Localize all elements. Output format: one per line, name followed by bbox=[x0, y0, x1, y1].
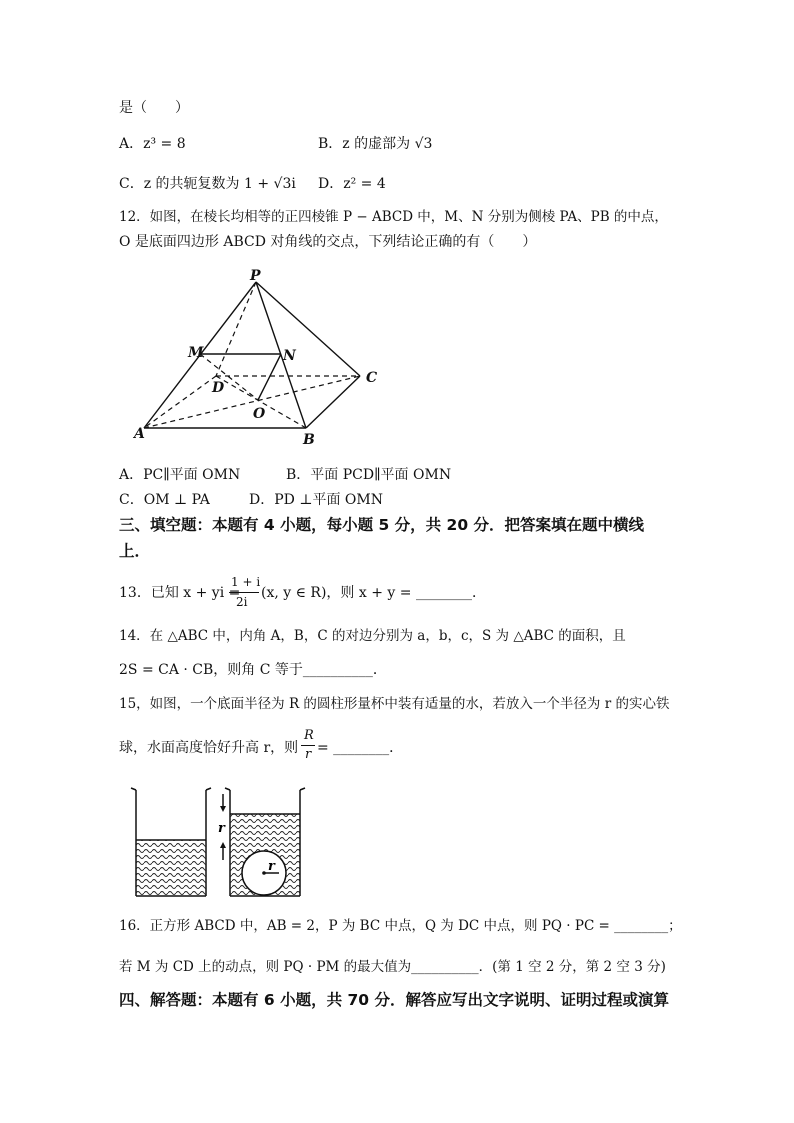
question-14-line2: 2S = CA · CB，则角 C 等于__________． bbox=[119, 662, 387, 678]
option-11b: B．z 的虚部为 √3 bbox=[318, 136, 433, 152]
question-16-line2: 若 M 为 CD 上的动点，则 PQ · PM 的最大值为__________．(第 1 空 2 分，第 2 空 3 分) bbox=[119, 959, 666, 975]
option-11d: D．z² = 4 bbox=[318, 176, 386, 192]
question-13-denominator: 2i bbox=[236, 595, 248, 609]
label-r-sphere: r bbox=[268, 859, 275, 874]
label-N: N bbox=[283, 348, 296, 364]
question-13-post: (x, y ∈ R)，则 x + y = ________． bbox=[261, 585, 486, 601]
option-11c: C．z 的共轭复数为 1 + √3i bbox=[119, 176, 296, 192]
question-15-line2b: = ________． bbox=[317, 740, 404, 756]
question-12-line2: O 是底面四边形 ABCD 对角线的交点，下列结论正确的有（ ） bbox=[119, 234, 537, 250]
fraction-bar bbox=[229, 592, 259, 593]
section-3-heading-cont: 上． bbox=[119, 542, 151, 560]
question-13-numerator: 1 + i bbox=[231, 575, 261, 589]
section-4-heading: 四、解答题：本题有 6 小题，共 70 分．解答应写出文字说明、证明过程或演算 bbox=[119, 991, 669, 1009]
section-3-heading: 三、填空题：本题有 4 小题，每小题 5 分，共 20 分．把答案填在题中横线 bbox=[119, 516, 645, 534]
option-12b: B．平面 PCD∥平面 OMN bbox=[286, 467, 452, 483]
label-D: D bbox=[212, 380, 225, 396]
question-15-numerator: R bbox=[304, 728, 314, 743]
option-11a: A．z³ = 8 bbox=[119, 136, 186, 152]
pyramid-figure bbox=[130, 266, 400, 456]
option-12c: C．OM ⊥ PA bbox=[119, 492, 210, 508]
label-M: M bbox=[188, 345, 204, 361]
question-15-line2a: 球，水面高度恰好升高 r，则 bbox=[119, 740, 299, 756]
option-12a: A．PC∥平面 OMN bbox=[119, 467, 241, 483]
question-13-pre: 13．已知 x + yi = bbox=[119, 585, 241, 601]
beaker-figure bbox=[128, 782, 308, 904]
question-15-denominator: r bbox=[305, 747, 312, 762]
question-14-line1: 14．在 △ABC 中，内角 A，B，C 的对边分别为 a，b，c，S 为 △ABC 的面积，且 bbox=[119, 628, 626, 644]
option-12d: D．PD ⊥平面 OMN bbox=[249, 492, 383, 508]
label-A: A bbox=[134, 426, 145, 442]
question-15-line1: 15，如图，一个底面半径为 R 的圆柱形量杯中装有适量的水，若放入一个半径为 r 的实心铁 bbox=[119, 696, 670, 712]
label-C: C bbox=[366, 370, 378, 386]
fraction-bar bbox=[301, 745, 315, 746]
question-12-line1: 12．如图，在棱长均相等的正四棱锥 P − ABCD 中，M、N 分别为侧棱 PA、PB 的中点， bbox=[119, 209, 668, 225]
text-line: 是（ ） bbox=[119, 100, 189, 116]
label-B: B bbox=[303, 432, 315, 448]
label-P: P bbox=[250, 268, 261, 284]
label-r-left: r bbox=[218, 821, 225, 836]
question-16-line1: 16．正方形 ABCD 中，AB = 2，P 为 BC 中点，Q 为 DC 中点，则 PQ · PC = ________； bbox=[119, 918, 682, 934]
label-O: O bbox=[253, 406, 266, 422]
